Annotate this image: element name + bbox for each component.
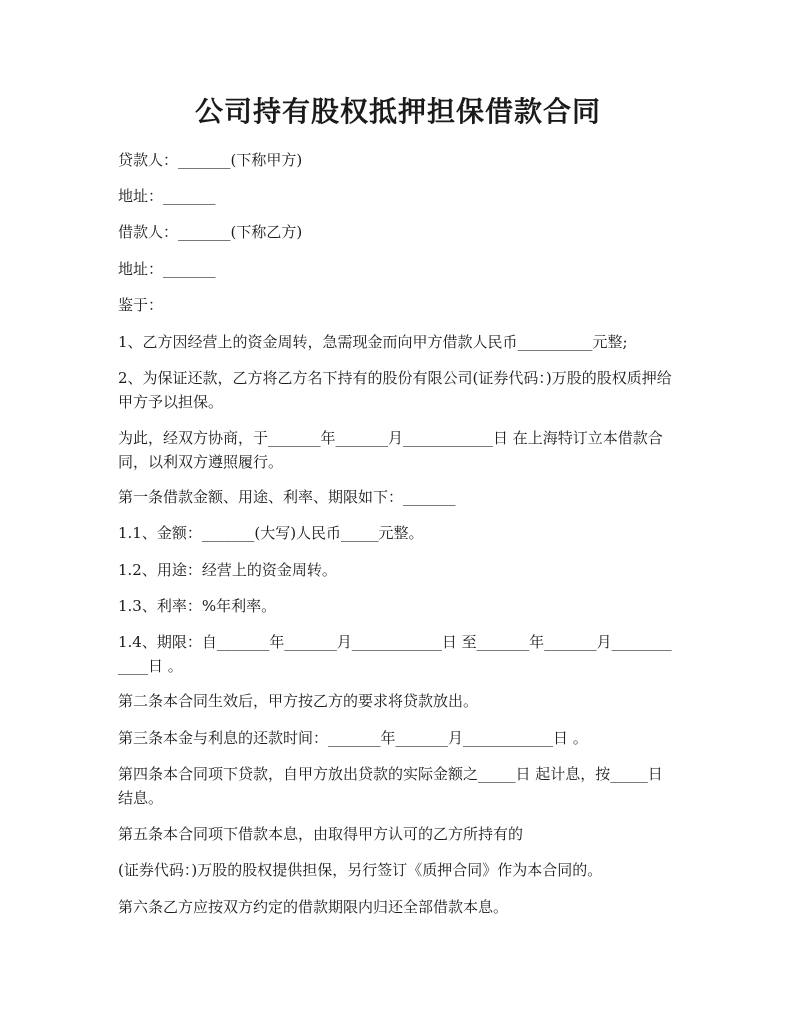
lender-line: 贷款人：_______(下称甲方) bbox=[118, 151, 303, 169]
article-5-line-2: (证券代码：)万股的股权提供担保，另行签订《质押合同》作为本合同的。 bbox=[118, 861, 603, 879]
borrower-line: 借款人：_______(下称乙方) bbox=[118, 223, 303, 241]
article-4: 第四条本合同项下贷款，自甲方放出贷款的实际金额之_____日 起计息，按_____日 结息。 bbox=[118, 765, 668, 807]
article-5-line-1: 第五条本合同项下借款本息，由取得甲方认可的乙方所持有的 bbox=[118, 825, 524, 843]
whereas-heading: 鉴于： bbox=[118, 296, 164, 314]
clause-1-3-rate: 1.3、利率：%年利率。 bbox=[118, 597, 277, 615]
recital-2: 2、为保证还款，乙方将乙方名下持有的股份有限公司(证券代码：)万股的股权质押给甲方予以担保。 bbox=[118, 369, 672, 411]
agreement-intro: 为此，经双方协商，于_______年_______月____________日 在上海特订立本借款合同，以利双方遵照履行。 bbox=[118, 429, 663, 471]
borrower-address-line: 地址：_______ bbox=[118, 260, 216, 278]
recital-1: 1、乙方因经营上的资金周转，急需现金而向甲方借款人民币__________元整; bbox=[118, 333, 628, 351]
article-2: 第二条本合同生效后，甲方按乙方的要求将贷款放出。 bbox=[118, 692, 479, 710]
article-6: 第六条乙方应按双方约定的借款期限内归还全部借款本息。 bbox=[118, 898, 509, 916]
article-1-heading: 第一条借款金额、用途、利率、期限如下：_______ bbox=[118, 488, 456, 506]
article-3: 第三条本金与利息的还款时间：_______年_______月____________日 。 bbox=[118, 729, 588, 747]
document-title: 公司持有股权抵押担保借款合同 bbox=[194, 95, 601, 128]
clause-1-1-amount: 1.1、金额：_______(大写)人民币_____元整。 bbox=[118, 524, 424, 542]
clause-1-4-term: 1.4、期限：自_______年_______月____________日 至_______年_______月____________日 。 bbox=[118, 633, 672, 675]
clause-1-2-purpose: 1.2、用途：经营上的资金周转。 bbox=[118, 561, 337, 579]
lender-address-line: 地址：_______ bbox=[118, 187, 216, 205]
